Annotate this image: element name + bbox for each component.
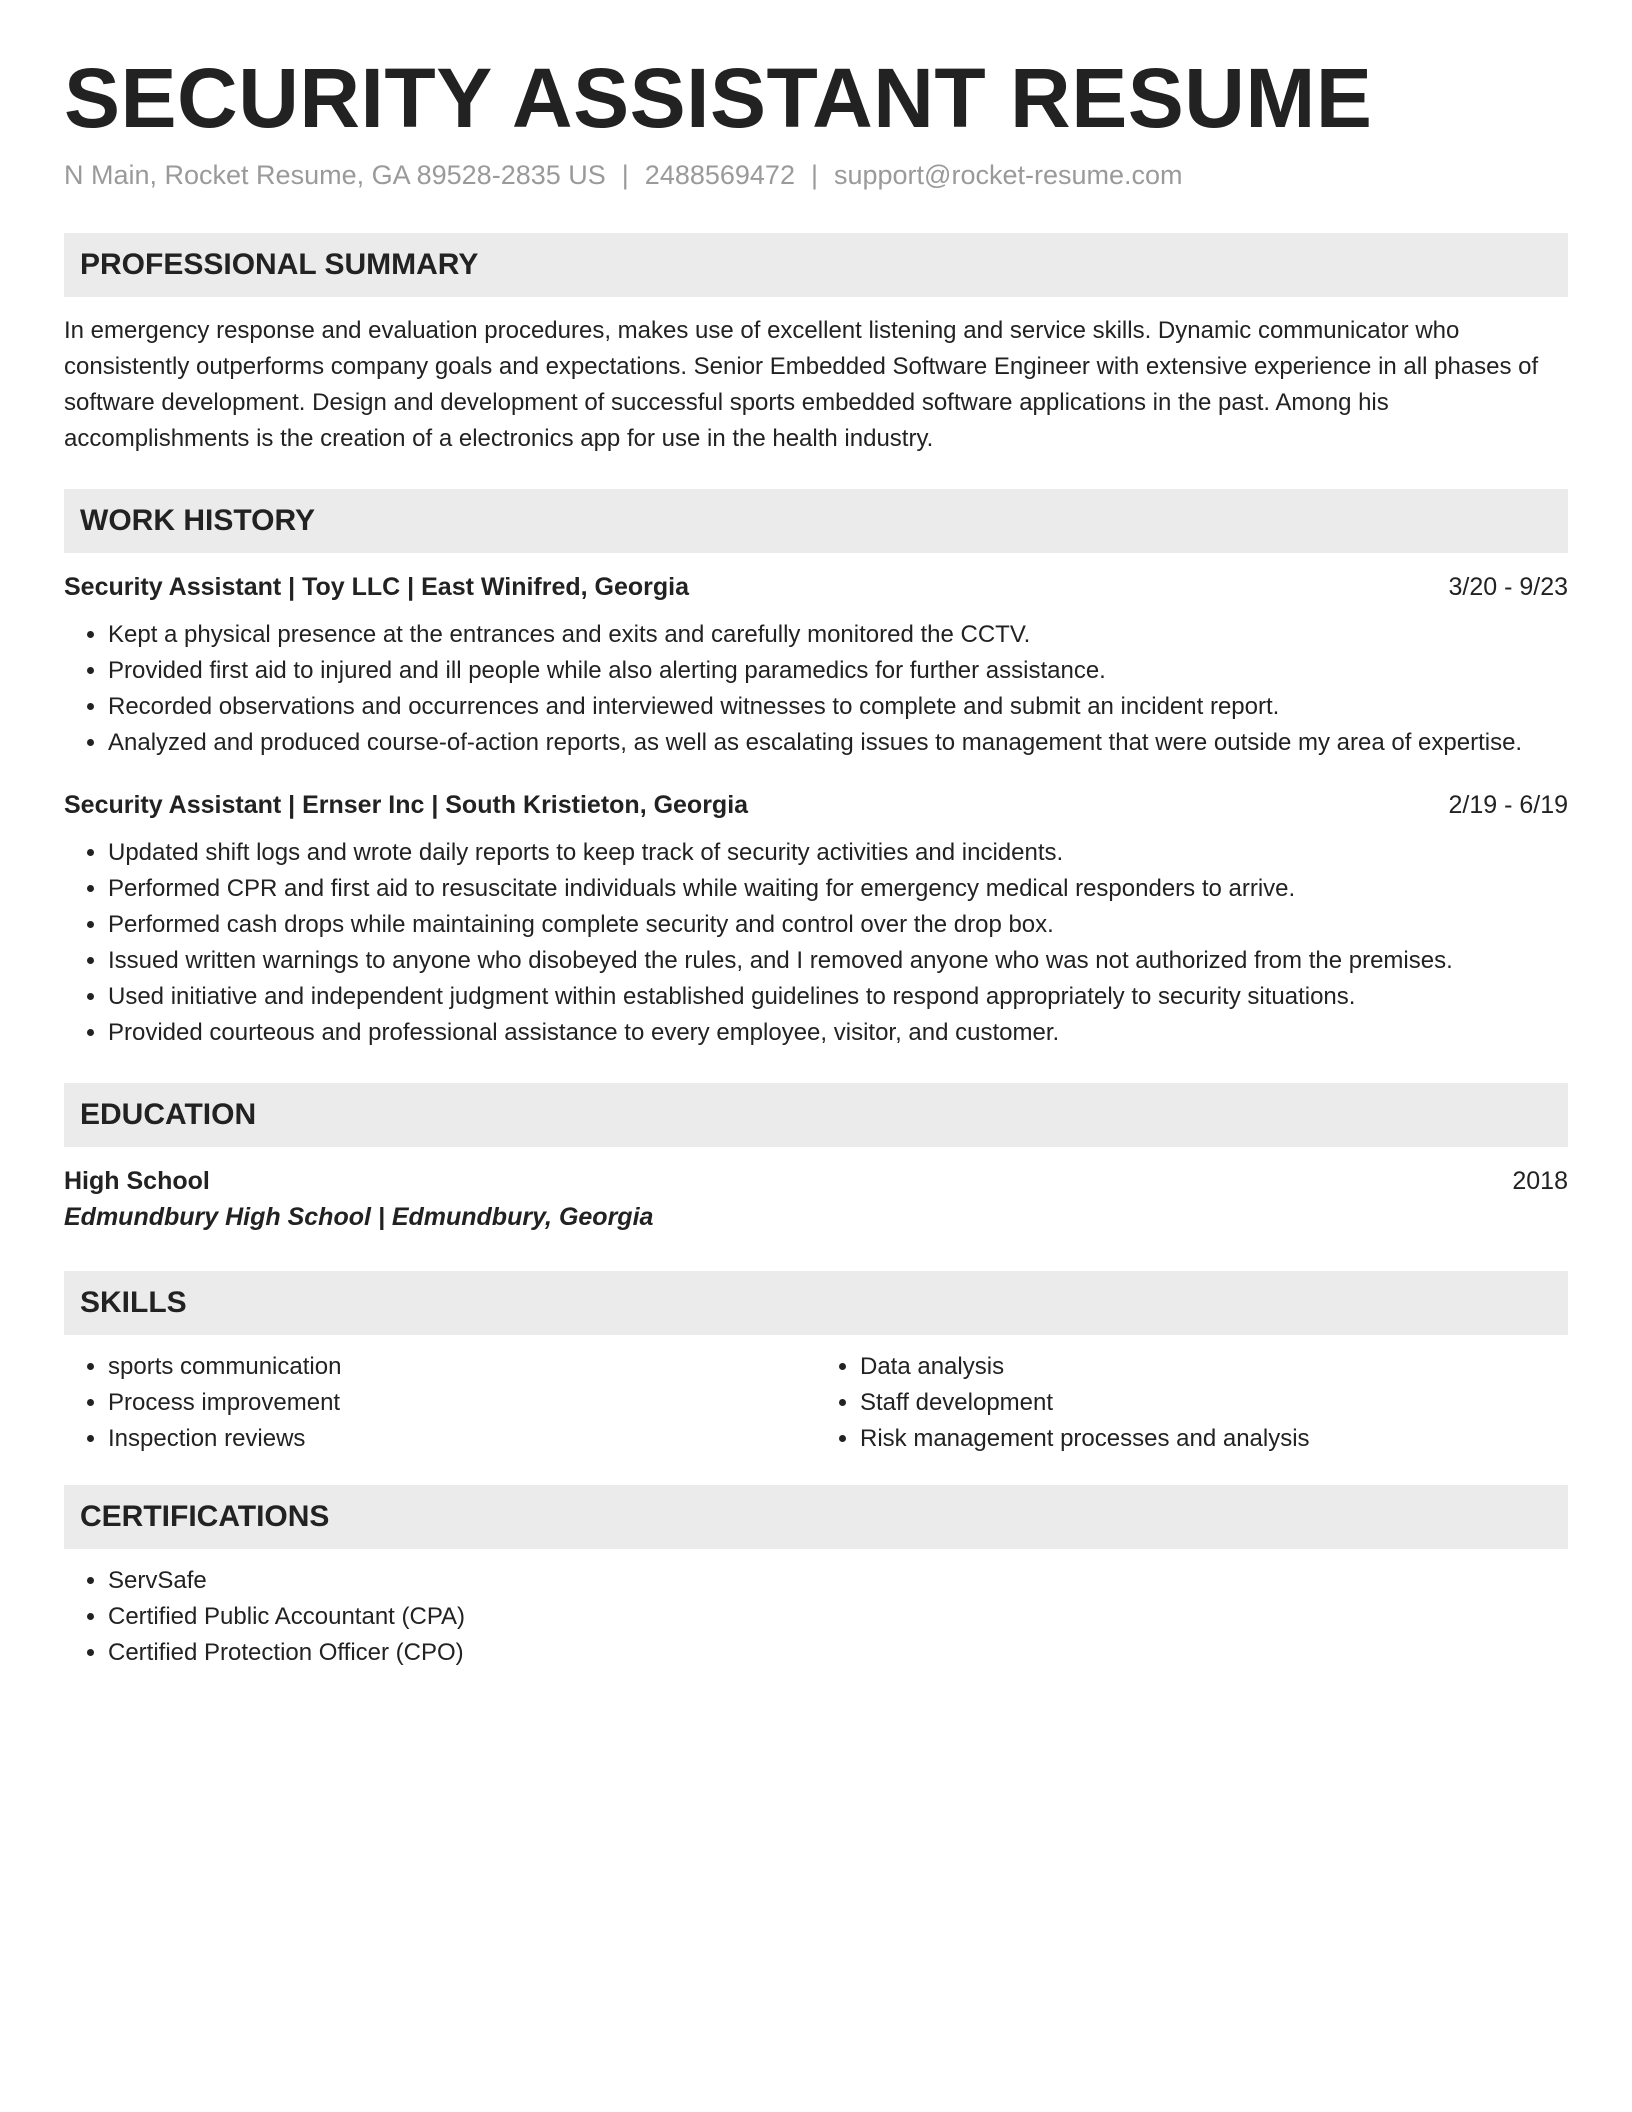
list-item: • Provided courteous and professional assistance to every employee, visitor, and customer. [108,1015,1568,1051]
list-item: • Provided first aid to injured and ill people while also alerting paramedics for further assistance. [108,653,1568,689]
job-bullets [64,835,1568,1051]
job-bullets [64,617,1568,761]
list-item: • Used initiative and independent judgment within established guidelines to respond appropriately to security situations. [108,979,1568,1015]
skill-item: • Data analysis [860,1349,1568,1385]
education-school: Edmundbury High School | Edmundbury, Georgia [64,1203,654,1232]
section-header-summary: PROFESSIONAL SUMMARY [64,233,1568,297]
education-degree: High School [64,1167,210,1196]
certification-item: • Certified Protection Officer (CPO) [108,1635,1568,1671]
skills-column-right [816,1349,1568,1457]
contact-email: support@rocket-resume.com [833,160,1183,191]
job-entry [64,569,1568,761]
contact-line [64,158,1568,193]
list-item: • Kept a physical presence at the entrances and exits and carefully monitored the CCTV. [108,617,1568,653]
job-title: Security Assistant | Ernser Inc | South Kristieton, Georgia [64,791,749,820]
section-header-skills: SKILLS [64,1271,1568,1335]
section-header-education: EDUCATION [64,1083,1568,1147]
list-item: • Analyzed and produced course-of-action reports, as well as escalating issues to management that were outside my area of expertise. [108,725,1568,761]
section-header-work-history: WORK HISTORY [64,489,1568,553]
job-header [64,569,1568,605]
education-year: 2018 [1512,1167,1568,1196]
skills-column-left [64,1349,816,1457]
list-item: • Performed cash drops while maintaining complete security and control over the drop box. [108,907,1568,943]
job-entry [64,787,1568,1051]
section-header-certifications: CERTIFICATIONS [64,1485,1568,1549]
contact-separator: | [810,160,818,191]
contact-phone: 2488569472 [644,160,795,191]
skills-grid [64,1349,1568,1457]
education-header [64,1163,1568,1199]
certifications-list [64,1563,1568,1671]
resume-title: SECURITY ASSISTANT RESUME [64,51,1373,145]
job-dates: 3/20 - 9/23 [1448,573,1568,602]
job-dates: 2/19 - 6/19 [1448,791,1568,820]
list-item: • Recorded observations and occurrences and interviewed witnesses to complete and submit an incident report. [108,689,1568,725]
contact-separator: | [621,160,629,191]
skill-item: • sports communication [108,1349,816,1385]
certification-item: • Certified Public Accountant (CPA) [108,1599,1568,1635]
list-item: • Performed CPR and first aid to resuscitate individuals while waiting for emergency medical responders to arrive. [108,871,1568,907]
summary-text: In emergency response and evaluation procedures, makes use of excellent listening and service skills. Dynamic communicator who consistently outperforms company goals and expectations. Senior Embedded Software Engineer with extensive experience in all phases of software development. Design and development of successful sports embedded software applications in the past. Among his accomplishments is the creation of a electronics app for use in the health industry. [64,317,1539,453]
contact-address: N Main, Rocket Resume, GA 89528-2835 US [64,160,606,191]
certification-item: • ServSafe [108,1563,1568,1599]
skill-item: • Risk management processes and analysis [860,1421,1568,1457]
list-item: • Issued written warnings to anyone who disobeyed the rules, and I removed anyone who was not authorized from the premises. [108,943,1568,979]
skill-item: • Staff development [860,1385,1568,1421]
skill-item: • Inspection reviews [108,1421,816,1457]
list-item: • Updated shift logs and wrote daily reports to keep track of security activities and incidents. [108,835,1568,871]
skill-item: • Process improvement [108,1385,816,1421]
education-entry [64,1163,1568,1235]
job-title: Security Assistant | Toy LLC | East Winifred, Georgia [64,573,689,602]
job-header [64,787,1568,823]
